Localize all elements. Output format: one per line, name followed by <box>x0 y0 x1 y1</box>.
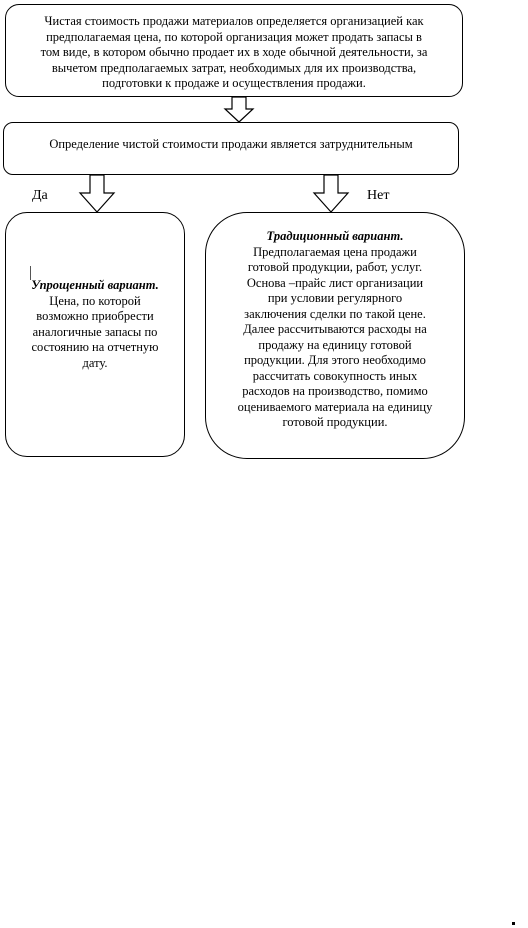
simplified-option-line: состоянию на отчетную <box>31 340 159 354</box>
page-dot <box>512 922 515 925</box>
traditional-option-line: расходов на производство, помимо <box>242 384 428 398</box>
simplified-option-line: дату. <box>82 355 108 370</box>
traditional-option-line: заключения сделки по такой цене. <box>244 306 426 321</box>
traditional-option-line: при условии регулярного <box>267 291 403 305</box>
condition-text: Определение чистой стоимости продажи является затруднительным <box>49 137 413 151</box>
definition-line: предполагаемая цена, по которой организация может продать запасы в <box>46 29 422 44</box>
branch-no-label: Нет <box>367 188 390 203</box>
traditional-option-line: рассчитать совокупность иных <box>252 368 418 383</box>
traditional-option-line: готовой продукции. <box>282 415 388 429</box>
definition-line: Чистая стоимость продажи материалов определяется организацией как <box>44 14 424 28</box>
traditional-option-line: продажу на единицу готовой <box>258 337 412 352</box>
definition-line: подготовки к продаже и осуществления продажи. <box>102 76 366 90</box>
definition-box <box>5 4 463 97</box>
condition-box <box>3 122 459 175</box>
traditional-option-line: Основа –прайс лист организации <box>246 275 424 290</box>
definition-line: том виде, в котором обычно продает их в ходе обычной деятельности, за <box>40 45 428 59</box>
down-arrow-icon <box>224 97 254 123</box>
traditional-option-box <box>205 212 465 459</box>
traditional-option-line: готовой продукции, работ, услуг. <box>247 260 423 274</box>
definition-line: вычетом предполагаемых затрат, необходимых для их производства, <box>51 60 417 75</box>
branch-yes-label: Да <box>32 188 48 203</box>
traditional-option-line: Далее рассчитываются расходы на <box>243 322 427 336</box>
simplified-option-line: возможно приобрести <box>36 309 154 323</box>
text-cursor <box>30 266 31 280</box>
simplified-option-box <box>5 212 185 457</box>
traditional-option-title: Традиционный вариант. <box>266 229 404 243</box>
traditional-option-line: оцениваемого материала на единицу <box>237 399 433 414</box>
down-arrow-icon <box>80 175 116 213</box>
simplified-option-line: аналогичные запасы по <box>32 324 158 339</box>
down-arrow-icon <box>314 175 350 213</box>
traditional-option-line: продукции. Для этого необходимо <box>244 353 426 367</box>
simplified-option-title: Упрощенный вариант. <box>31 278 159 292</box>
traditional-option-line: Предполагаемая цена продажи <box>253 244 417 259</box>
simplified-option-line: Цена, по которой <box>49 293 141 308</box>
